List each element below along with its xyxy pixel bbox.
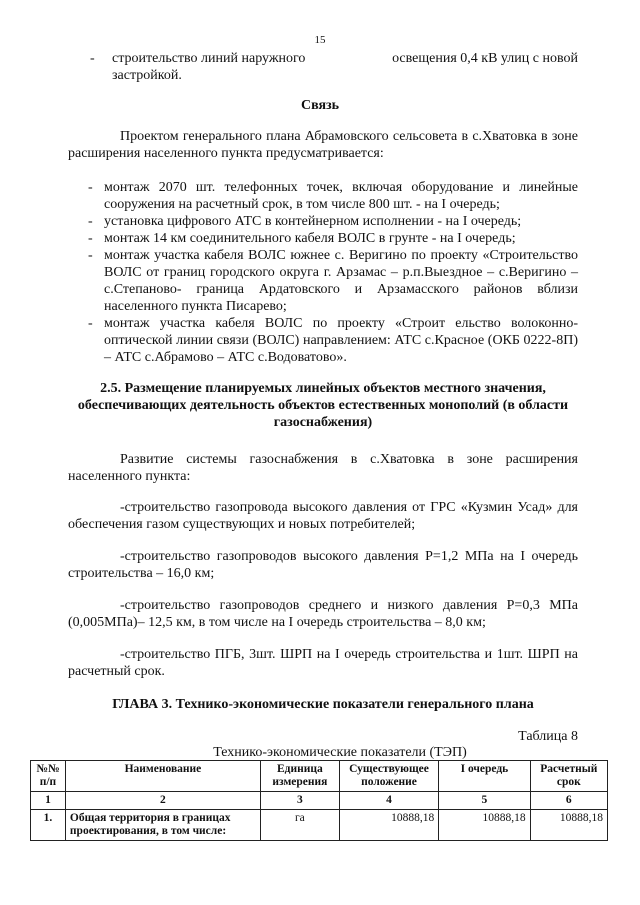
table-row bbox=[31, 810, 608, 841]
table-cell: 6 bbox=[530, 792, 607, 810]
svyaz-bullet-list bbox=[68, 179, 578, 366]
paragraph-gas-1: -строительство газопровода высокого давления от ГРС «Кузмин Усад» для обеспечения газом существующих и новых потребителей; bbox=[68, 500, 578, 532]
table-cell: 10888,18 bbox=[530, 810, 607, 841]
heading-chapter-3: ГЛАВА 3. Технико-экономические показатели генерального плана bbox=[112, 697, 534, 712]
list-item: - установка цифрового АТС в контейнерном исполнении - на I очередь; bbox=[88, 214, 522, 229]
table-cell: 1. bbox=[31, 810, 66, 841]
header-cell: Наименование bbox=[65, 761, 260, 792]
list-item: - монтаж 14 км соединительного кабеля ВОЛС в грунте - на I очередь; bbox=[88, 231, 516, 246]
paragraph-text: Проектом генерального плана Абрамовского сельсовета в с.Хватовка в зоне расширения населенного пункта предусматривается: bbox=[68, 129, 578, 161]
heading-section-2-5: 2.5. Размещение планируемых линейных объектов местного значения, обеспечивающих деятельность объектов естественных монополий (в области газоснабжения) bbox=[77, 381, 569, 430]
table-cell: 2 bbox=[65, 792, 260, 810]
table-cell: га bbox=[260, 810, 339, 841]
header-cell: Расчетный срок bbox=[530, 761, 607, 792]
table-cell: Общая территория в границах проектирования, в том числе: bbox=[65, 810, 260, 841]
header-cell: Единица измерения bbox=[260, 761, 339, 792]
table-cell: 4 bbox=[339, 792, 438, 810]
paragraph-svyaz-intro bbox=[68, 128, 578, 162]
list-item: - монтаж 2070 шт. телефонных точек, включая оборудование и линейные сооружения на расчетный срок, в том числе 800 шт. - на I очередь; bbox=[88, 180, 578, 212]
heading-svyaz: Связь bbox=[300, 98, 340, 113]
list-item: - монтаж участка кабеля ВОЛС по проекту «Строит ельство волоконно-оптической линии связи (ВОЛС) направлением: АТС с.Красное (ОКБ 0222-8П) – АТС с.Абрамово – АТС с.Водоватово». bbox=[88, 316, 578, 365]
list-item: - монтаж участка кабеля ВОЛС южнее с. Веригино по проекту «Строительство ВОЛС от границ городского округа г. Арзамас – р.п.Выездное – с.Веригино – с.Степаново- граница Ардатовского и Арзамасского районов вблизи населенного пункта Писарево; bbox=[88, 248, 578, 314]
table-cell: 5 bbox=[439, 792, 530, 810]
intro-text-cont: застройкой. bbox=[112, 68, 182, 83]
intro-text-part1: строительство линий наружного bbox=[112, 51, 306, 66]
intro-text-part2: освещения 0,4 кВ улиц с новой bbox=[392, 51, 578, 66]
table-cell: 1 bbox=[31, 792, 66, 810]
table-header-row bbox=[31, 761, 608, 792]
page-number: 15 bbox=[314, 34, 326, 46]
tep-table bbox=[30, 760, 608, 841]
table-cell: 10888,18 bbox=[339, 810, 438, 841]
table-cell: 10888,18 bbox=[439, 810, 530, 841]
header-cell: №№ п/п bbox=[31, 761, 66, 792]
header-cell: I очередь bbox=[439, 761, 530, 792]
paragraph-gas-2: -строительство газопроводов высокого давления P=1,2 МПа на I очередь строительства – 16,0 км; bbox=[68, 549, 578, 581]
table-cell: 3 bbox=[260, 792, 339, 810]
table-row-col-numbers bbox=[31, 792, 608, 810]
paragraph-gas-intro: Развитие системы газоснабжения в с.Хватовка в зоне расширения населенного пункта: bbox=[68, 452, 578, 484]
intro-list-item bbox=[90, 50, 578, 84]
paragraph-gas-4: -строительство ПГБ, 3шт. ШРП на I очередь строительства и 1шт. ШРП на расчетный срок. bbox=[68, 647, 578, 679]
bullet-dash: - bbox=[90, 51, 95, 66]
table-caption: Технико-экономические показатели (ТЭП) bbox=[213, 745, 467, 760]
paragraph-gas-3: -строительство газопроводов среднего и низкого давления P=0,3 МПа (0,005МПа)– 12,5 км, в том числе на I очередь строительства – 8,0 км; bbox=[68, 598, 578, 630]
header-cell: Существующее положение bbox=[339, 761, 438, 792]
table-label: Таблица 8 bbox=[518, 729, 578, 744]
